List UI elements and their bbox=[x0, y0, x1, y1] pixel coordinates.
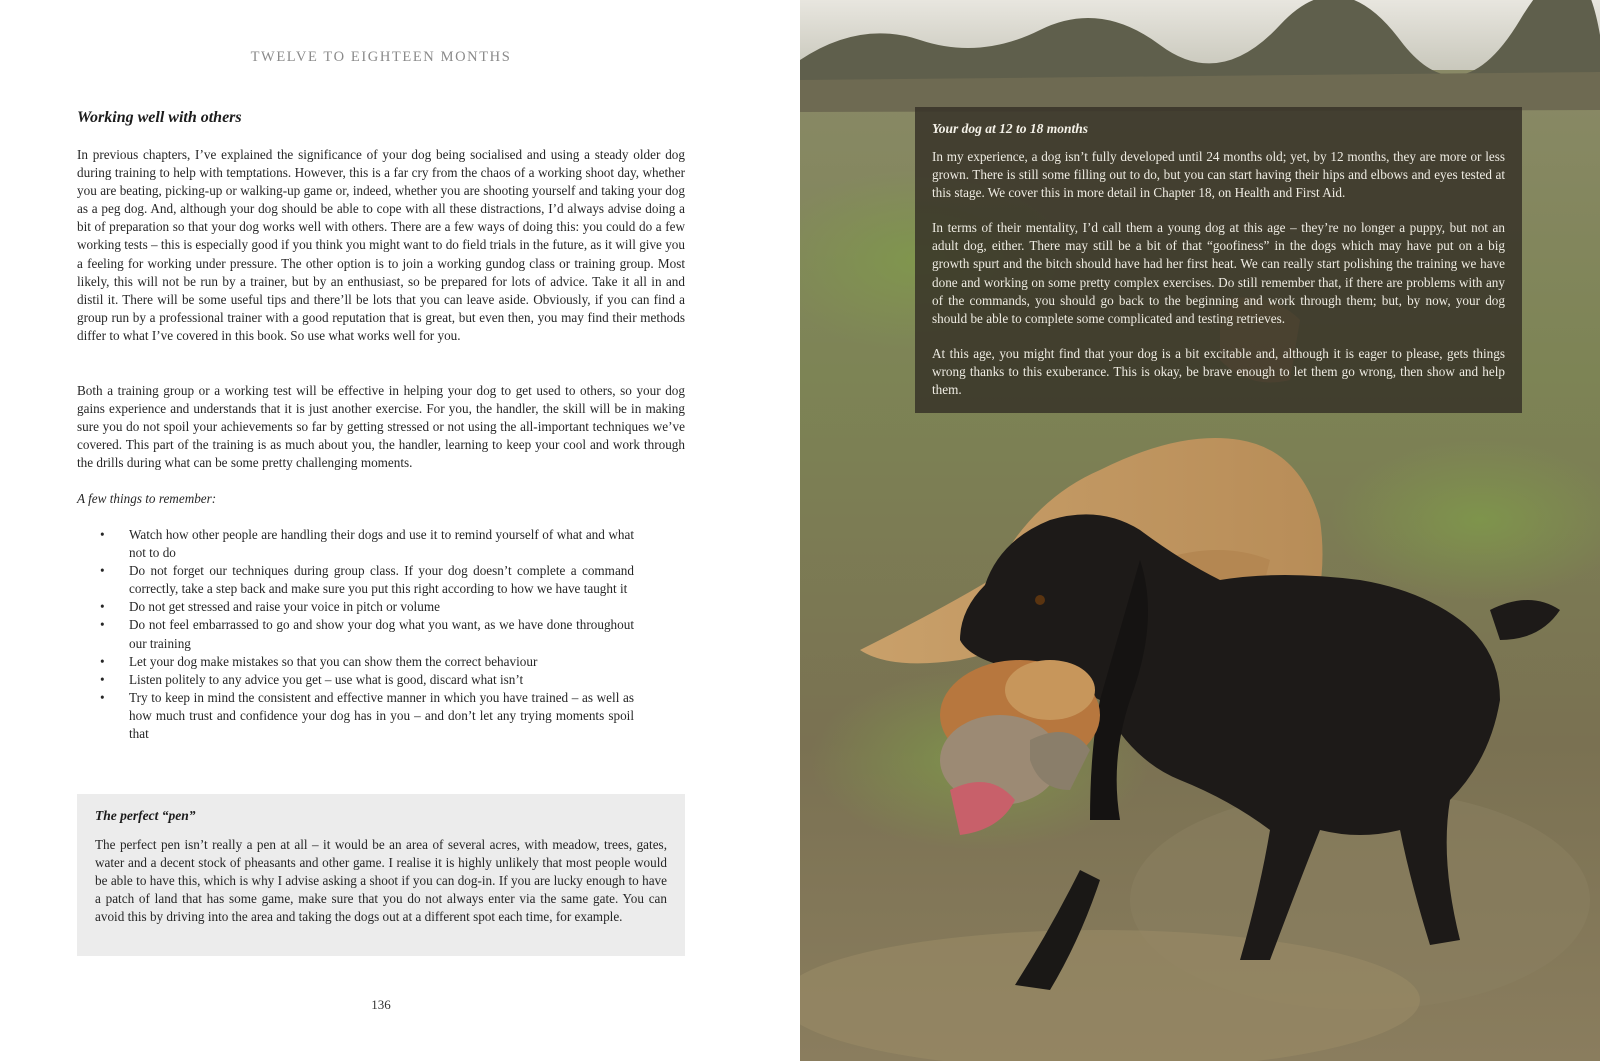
bullet-icon: • bbox=[100, 689, 105, 705]
bullet-icon: • bbox=[100, 653, 105, 669]
body-paragraph-2: Both a training group or a working test will be effective in helping your dog to get used to others, so your dog gains experience and understands that it is just another exercise. For you, the handler, the skill will be in making sure you do not spoil your achievements so far by getting stressed or not using the all-important techniques we’ve covered. This part of the training is as much about you, the handler, learning to keep your cool and work through the drills during what can be some pretty challenging moments. bbox=[77, 383, 685, 471]
callout-title: The perfect “pen” bbox=[95, 808, 196, 823]
list-item bbox=[77, 689, 634, 743]
section-title: Working well with others bbox=[77, 109, 242, 126]
overlay-paragraph-2: In terms of their mentality, I’d call them a young dog at this age – they’re no longer a puppy, but not an adult dog, either. There may still be a bit of that “goofiness” in the dogs which may have put on a big growth spurt and the bitch should have had her first heat. We can really start polishing the training we have done and working on some pretty complex exercises. Do still remember that, if there are problems with any of the commands, you should go back to the beginning and work through them; but, by now, your dog should be able to complete some complicated and testing retrieves. bbox=[932, 220, 1505, 326]
list-item bbox=[77, 671, 634, 689]
list-item bbox=[77, 616, 634, 652]
body-paragraph-1: In previous chapters, I’ve explained the significance of your dog being socialised and using a steady older dog during training to help with temptations. However, this is a far cry from the chaos of a working shoot day, whether you are beating, picking-up or walking-up game or, indeed, whether you are shooting yourself and taking your dog as a peg dog. And, although your dog should be able to cope with all these distractions, I’d always advise doing a bit of preparation so that your dog works well with others. There are a few ways of doing this: you could do a few working tests – this is especially good if you think you might want to do field trials in the future, as it will give you a feeling for working under pressure. The other option is to join a working gundog class or training group. Most likely, this will not be run by a trainer, but by an enthusiast, so be prepared for lots of advice. Take it all in and distil it. There will be some useful tips and there’ll be lots that you can leave aside. Obviously, if you can find a group run by a professional trainer with a good reputation that is great, but even then, you may find their methods differ to what I’ve covered in this book. So use what works well for you. bbox=[77, 147, 685, 343]
bullet-icon: • bbox=[100, 617, 105, 633]
overlay-paragraph-1: In my experience, a dog isn’t fully developed until 24 months old; yet, by 12 months, they are more or less grown. There is still some filling out to do, but you can start having their hips and elbows and eyes tested at this stage. We cover this in more detail in Chapter 18, on Health and First Aid. bbox=[932, 149, 1505, 201]
callout-box bbox=[77, 794, 685, 956]
list-item bbox=[77, 526, 634, 562]
overlay-title: Your dog at 12 to 18 months bbox=[932, 121, 1089, 136]
callout-text: The perfect pen isn’t really a pen at all – it would be an area of several acres, with meadow, trees, gates, water and a decent stock of pheasants and other game. I realise it is highly unlikely that most people would be able to have this, which is why I advise asking a shoot if you can dog-in. If you are lucky enough to have a patch of land that has some game, make sure that you do not always enter via the same gate. You can avoid this by driving into the area and taking the dogs out at a different spot each time, for example. bbox=[95, 837, 667, 925]
right-page bbox=[800, 0, 1600, 1061]
list-item bbox=[77, 653, 634, 671]
overlay-paragraph-3: At this age, you might find that your dog is a bit excitable and, although it is eager to please, gets things wrong thanks to this exuberance. This is okay, be brave enough to let them go wrong, then show and help them. bbox=[932, 345, 1505, 398]
list-item bbox=[77, 562, 634, 598]
info-overlay-box bbox=[915, 107, 1522, 413]
list-item bbox=[77, 598, 634, 616]
running-head: TWELVE TO EIGHTEEN MONTHS bbox=[250, 49, 512, 65]
list-item-text: Listen politely to any advice you get – use what is good, discard what isn’t bbox=[129, 671, 524, 687]
list-item-text: Do not feel embarrassed to go and show your dog what you want, as we have done throughout our training bbox=[129, 617, 634, 651]
page-number: 136 bbox=[371, 997, 391, 1012]
bullet-icon: • bbox=[100, 671, 105, 687]
bullet-icon: • bbox=[100, 527, 105, 542]
bullet-icon: • bbox=[100, 599, 105, 615]
list-item-text: Do not get stressed and raise your voice in pitch or volume bbox=[129, 599, 440, 615]
reminder-list bbox=[77, 526, 634, 743]
list-heading: A few things to remember: bbox=[77, 491, 217, 506]
list-item-text: Do not forget our techniques during group class. If your dog doesn’t complete a command correctly, take a step back and make sure you put this right according to how we have taught it bbox=[129, 563, 634, 597]
list-item-text: Watch how other people are handling their dogs and use it to remind yourself of what and what not to do bbox=[129, 527, 634, 561]
list-item-text: Try to keep in mind the consistent and effective manner in which you have trained – as well as how much trust and confidence your dog has in you – and don’t let any trying moments spoil that bbox=[129, 689, 634, 742]
list-item-text: Let your dog make mistakes so that you can show them the correct behaviour bbox=[129, 653, 538, 669]
bullet-icon: • bbox=[100, 563, 105, 579]
